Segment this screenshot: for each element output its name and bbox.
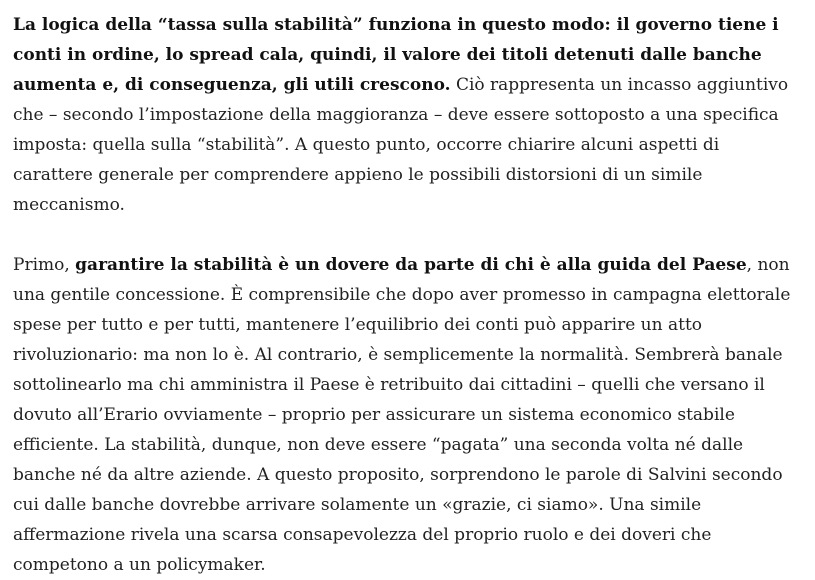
article-body: [13, 10, 801, 580]
body-text: Ciò rappresenta un incasso aggiuntivo che – secondo l’impostazione della maggioranza – deve essere sottoposto a una specifica imposta: quella sulla “stabilità”. A questo punto, occorre chiarire alcuni aspetti di carattere generale per comprendere appieno le possibili distorsioni di un simile meccanismo.: [13, 75, 789, 215]
body-text: Primo,: [13, 255, 76, 275]
paragraph-stability-duty: [13, 250, 801, 580]
bold-emphasis-text: garantire la stabilità è un dovere da parte di chi è alla guida del Paese: [75, 255, 747, 275]
body-text: , non una gentile concessione. È comprensibile che dopo aver promesso in campagna elettorale spese per tutto e per tutti, mantenere l’equilibrio dei conti può apparire un atto rivoluzionario: ma non lo è. Al contrario, è semplicemente la normalità. Sembrerà banale sottolinearlo ma chi amministra il Paese è retribuito dai cittadini – quelli che versano il dovuto all’Erario ovviamente – proprio per assicurare un sistema economico stabile efficiente. La stabilità, dunque, non deve essere “pagata” una seconda volta né dalle banche né da altre aziende. A questo proposito, sorprendono le parole di Salvini secondo cui dalle banche dovrebbe arrivare solamente un «grazie, ci siamo». Una simile affermazione rivela una scarsa consapevolezza del proprio ruolo e dei doveri che competono a un policymaker.: [13, 255, 791, 575]
paragraph-stability-tax-logic: [13, 10, 801, 220]
bold-lead-text: La logica della “tassa sulla stabilità” funziona in questo modo: il governo tiene i conti in ordine, lo spread cala, quindi, il valore dei titoli detenuti dalle banche aumenta e, di conseguenza, gli utili crescono.: [13, 15, 779, 95]
